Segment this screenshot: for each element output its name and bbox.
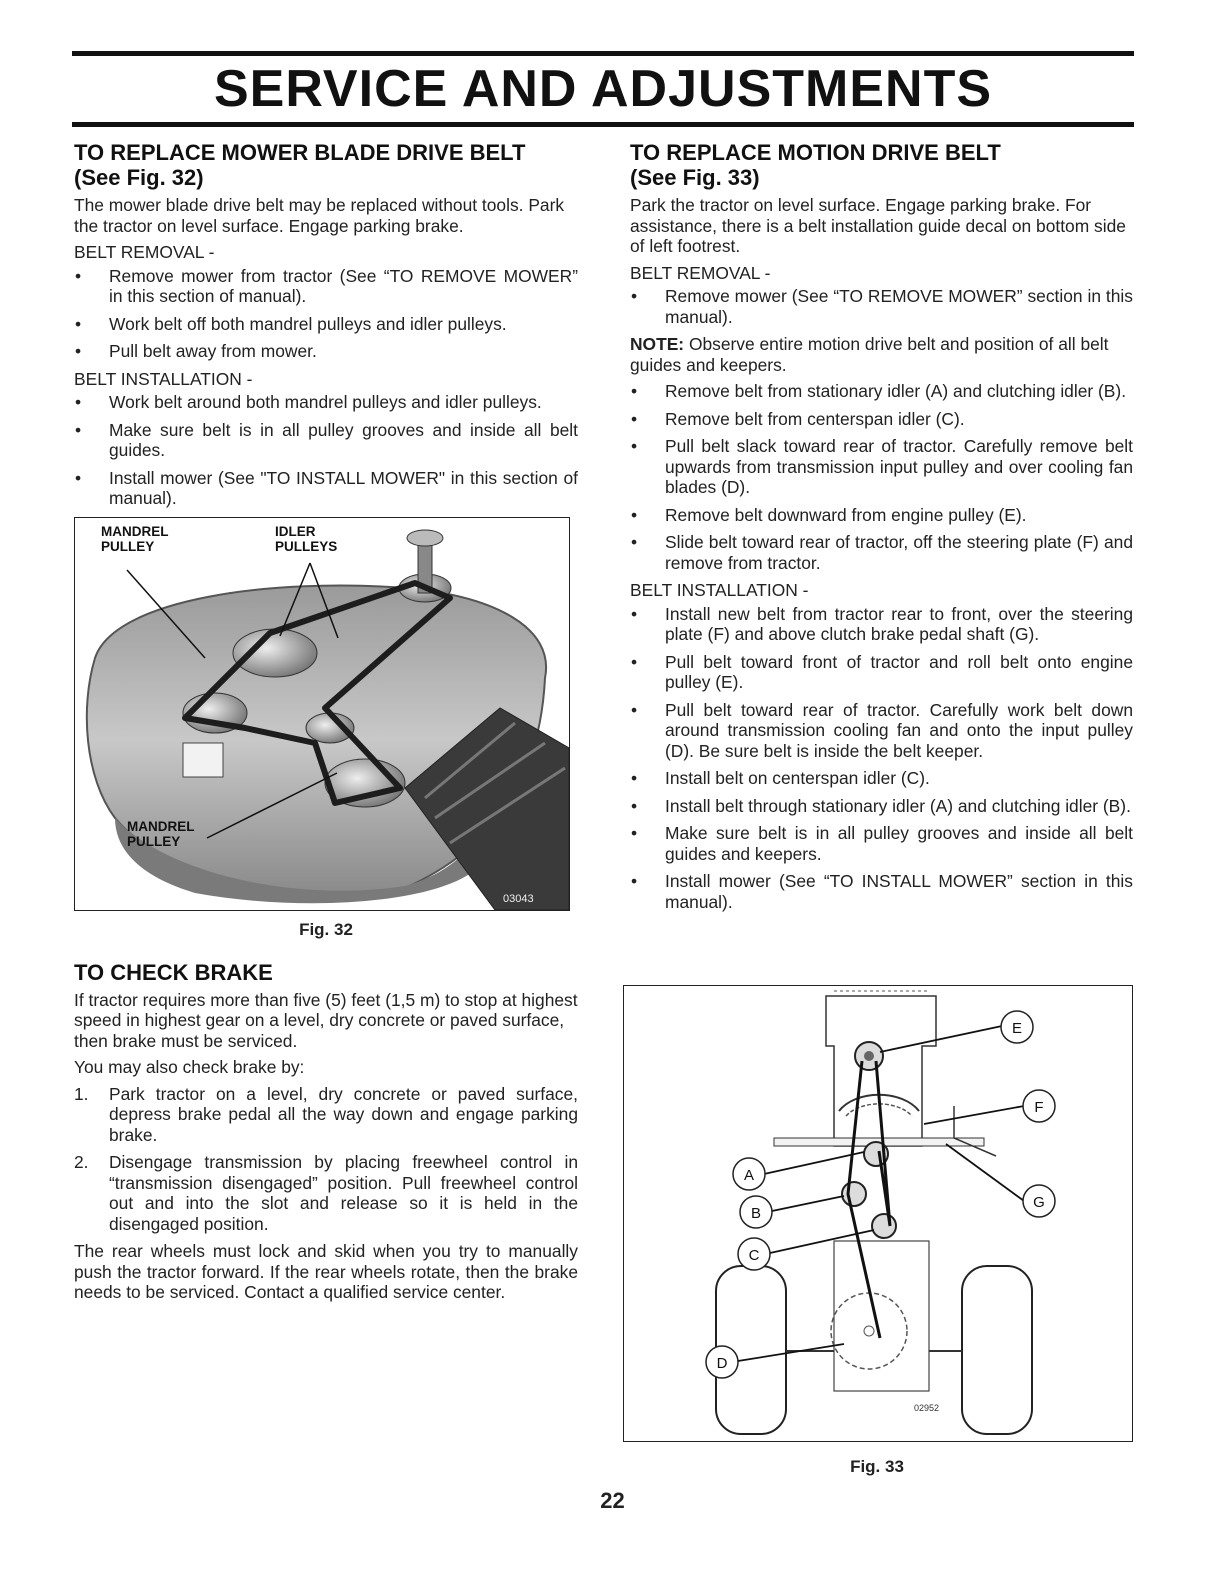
tractor-underside-illustration	[624, 986, 1132, 1441]
list-item-text: Disengage transmission by placing freewheel control in “transmission disengaged” position. Pull freewheel control out and into the slot and release so it is held in the disengaged position.	[109, 1152, 578, 1234]
bullet-icon: •	[631, 532, 638, 552]
blade-belt-section	[74, 140, 578, 509]
check-brake-also: You may also check brake by:	[74, 1057, 305, 1077]
list-item-text: Install mower (See “TO INSTALL MOWER” section in this manual).	[665, 871, 1133, 912]
list-item-text: Install mower (See "TO INSTALL MOWER" in this section of manual).	[109, 467, 578, 508]
fig32-label-idler-2: PULLEYS	[275, 538, 338, 554]
motion-belt-install-label: BELT INSTALLATION -	[630, 580, 809, 600]
bullet-icon: •	[631, 871, 638, 891]
blade-belt-heading-line1: TO REPLACE MOWER BLADE DRIVE BELT	[74, 140, 526, 165]
blade-belt-intro: The mower blade drive belt may be replaced without tools. Park the tractor on level surface. Engage parking brake.	[74, 195, 565, 236]
figure-33	[623, 985, 1133, 1442]
bullet-icon: •	[75, 313, 82, 334]
bullet-icon: •	[75, 467, 82, 488]
list-item-text: Make sure belt is in all pulley grooves and inside all belt guides.	[109, 419, 578, 460]
bullet-icon: •	[631, 436, 638, 456]
list-item-text: Pull belt away from mower.	[109, 341, 317, 361]
list-item	[74, 266, 578, 307]
list-item-text: Pull belt toward front of tractor and roll belt onto engine pulley (E).	[665, 651, 1133, 692]
fig32-label-mandrel-top-1: MANDREL	[101, 523, 169, 539]
check-brake-closing: The rear wheels must lock and skid when you try to manually push the tractor forward. If the rear wheels rotate, then the brake needs to be serviced. Contact a qualified service center.	[74, 1241, 578, 1302]
list-item	[74, 392, 578, 413]
list-item-text: Install belt on centerspan idler (C).	[665, 768, 930, 788]
fig32-label-mandrel-bottom-2: PULLEY	[127, 833, 181, 849]
bullet-icon: •	[75, 419, 82, 440]
motion-belt-removal-label: BELT REMOVAL -	[630, 262, 771, 283]
blade-belt-install-label: BELT INSTALLATION -	[74, 368, 253, 389]
fig33-label-f: F	[1034, 1099, 1044, 1116]
blade-belt-removal-label: BELT REMOVAL -	[74, 242, 215, 262]
list-item	[630, 604, 1133, 645]
note-label: NOTE:	[630, 334, 685, 354]
check-brake-heading: TO CHECK BRAKE	[74, 959, 273, 985]
list-item	[74, 468, 578, 509]
fig33-label-c: C	[748, 1247, 760, 1264]
step-number: 1.	[74, 1083, 89, 1104]
list-item	[74, 341, 578, 362]
bullet-icon: •	[75, 265, 82, 286]
list-item	[630, 796, 1133, 817]
step-number: 2.	[74, 1152, 89, 1172]
bullet-icon: •	[631, 699, 638, 720]
list-item	[630, 381, 1133, 402]
list-item	[74, 420, 578, 461]
left-column	[74, 140, 578, 1309]
list-item-text: Remove belt from centerspan idler (C).	[665, 408, 965, 429]
bullet-icon: •	[631, 795, 638, 816]
bullet-icon: •	[631, 603, 638, 624]
motion-belt-intro: Park the tractor on level surface. Engage parking brake. For assistance, there is a belt installation guide decal on bottom side of left footrest.	[630, 195, 1126, 256]
list-item	[630, 823, 1133, 864]
fig33-caption: Fig. 33	[850, 1457, 904, 1476]
fig32-label-idler-1: IDLER	[275, 523, 316, 539]
fig33-label-a: A	[743, 1167, 755, 1184]
page-title: SERVICE AND ADJUSTMENTS	[213, 60, 993, 118]
fig33-label-b: B	[750, 1205, 762, 1222]
motion-belt-heading-line1: TO REPLACE MOTION DRIVE BELT	[630, 140, 1001, 165]
list-item	[630, 505, 1133, 526]
list-item	[630, 700, 1133, 762]
motion-belt-heading-line2: (See Fig. 33)	[630, 165, 760, 190]
bullet-icon: •	[631, 381, 638, 401]
list-item	[630, 871, 1133, 912]
fig32-caption: Fig. 32	[299, 919, 353, 939]
fig33-label-e: E	[1011, 1020, 1023, 1037]
title-rule-top	[72, 51, 1134, 56]
list-item	[630, 286, 1133, 327]
bullet-icon: •	[631, 823, 638, 843]
list-item-text: Park tractor on a level, dry concrete or paved surface, depress brake pedal all the way down and engage parking brake.	[109, 1083, 578, 1145]
fig33-label-d: D	[716, 1355, 728, 1372]
bullet-icon: •	[75, 392, 82, 412]
list-item	[630, 532, 1133, 573]
motion-belt-note	[630, 334, 1133, 375]
page-number: 22	[600, 1488, 625, 1513]
blade-belt-removal-list	[74, 266, 578, 362]
list-item-text: Remove belt downward from engine pulley (E).	[665, 504, 1027, 525]
list-item	[74, 314, 578, 335]
list-item-text: Install new belt from tractor rear to front, over the steering plate (F) and above clutch brake pedal shaft (G).	[665, 603, 1133, 644]
list-item-text: Remove mower (See “TO REMOVE MOWER” section in this manual).	[665, 286, 1133, 327]
list-item	[630, 768, 1133, 789]
list-item	[74, 1084, 578, 1146]
check-brake-section	[74, 960, 578, 1303]
list-item-text: Slide belt toward rear of tractor, off the steering plate (F) and remove from tractor.	[665, 532, 1133, 573]
list-item	[630, 409, 1133, 430]
figure-32	[74, 517, 570, 911]
list-item-text: Work belt off both mandrel pulleys and idler pulleys.	[109, 313, 507, 334]
list-item-text: Make sure belt is in all pulley grooves and inside all belt guides and keepers.	[665, 823, 1133, 864]
note-text: Observe entire motion drive belt and position of all belt guides and keepers.	[630, 334, 1109, 375]
fig33-code: 02952	[914, 1403, 940, 1413]
check-brake-steps	[74, 1084, 578, 1235]
fig32-code: 03043	[503, 892, 534, 905]
check-brake-intro: If tractor requires more than five (5) feet (1,5 m) to stop at highest speed in highest gear on a level, dry concrete or paved surface, then brake must be serviced.	[74, 989, 578, 1051]
bullet-icon: •	[631, 408, 638, 429]
bullet-icon: •	[631, 286, 638, 306]
fig32-label-mandrel-top-2: PULLEY	[101, 538, 155, 554]
list-item-text: Pull belt toward rear of tractor. Carefully work belt down around transmission cooling fan and onto the input pulley (D). Be sure belt is inside the belt keeper.	[665, 699, 1133, 761]
list-item	[630, 652, 1133, 693]
bullet-icon: •	[631, 651, 638, 672]
list-item-text: Pull belt slack toward rear of tractor. Carefully remove belt upwards from transmission input pulley and over cooling fan blades (D).	[665, 436, 1133, 497]
title-rule-bottom	[72, 122, 1134, 127]
list-item	[74, 1152, 578, 1234]
fig32-label-mandrel-bottom-1: MANDREL	[127, 818, 195, 834]
bullet-icon: •	[631, 768, 638, 788]
mower-deck-illustration	[75, 518, 569, 910]
blade-belt-install-list	[74, 392, 578, 509]
motion-belt-heading	[630, 140, 1133, 190]
motion-belt-removal-list	[630, 381, 1133, 573]
blade-belt-heading-line2: (See Fig. 32)	[74, 165, 204, 190]
motion-belt-install-list	[630, 604, 1133, 913]
list-item-text: Remove mower from tractor (See “TO REMOVE MOWER” in this section of manual).	[109, 265, 578, 306]
motion-belt-removal-first	[630, 286, 1133, 327]
bullet-icon: •	[631, 504, 638, 525]
blade-belt-heading	[74, 140, 578, 190]
list-item-text: Remove belt from stationary idler (A) and clutching idler (B).	[665, 381, 1127, 401]
bullet-icon: •	[75, 341, 82, 361]
list-item-text: Install belt through stationary idler (A) and clutching idler (B).	[665, 795, 1131, 816]
list-item-text: Work belt around both mandrel pulleys and idler pulleys.	[109, 392, 542, 412]
motion-belt-section	[630, 140, 1133, 912]
fig33-label-g: G	[1033, 1194, 1045, 1211]
right-column	[630, 140, 1133, 919]
list-item	[630, 436, 1133, 498]
